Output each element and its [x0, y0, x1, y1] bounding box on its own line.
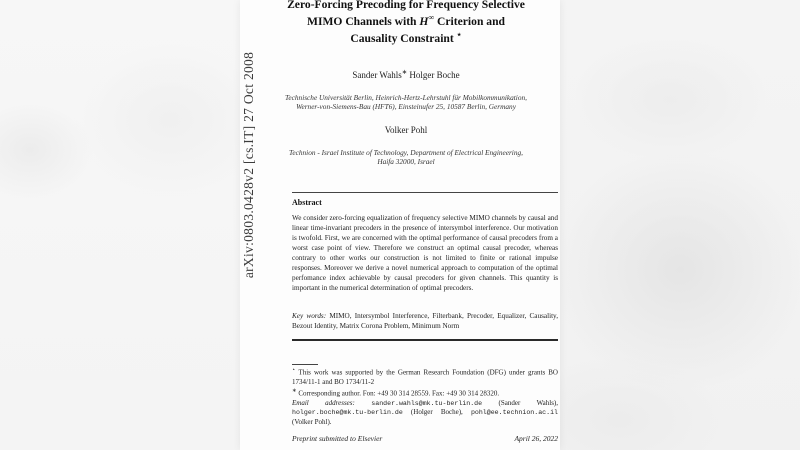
footnote-star-mark: ⋆ [292, 367, 296, 373]
affiliation-tu-berlin [256, 93, 556, 111]
affiliation-technion-line-1: Technion - Israel Institute of Technology, Department of Electrical Engineering, [289, 148, 523, 157]
title-line-3: Causality Constraint [350, 31, 457, 45]
background-blur-right [560, 0, 800, 450]
email-pohl-owner: (Volker Pohl). [292, 417, 332, 426]
author-name-wahls: Sander Wahls [352, 70, 402, 80]
pdf-page [240, 0, 560, 450]
email-wahls-owner: (Sander Wahls), [482, 398, 558, 407]
title-footnote-star: ⋆ [456, 29, 462, 39]
footnote-funding [292, 366, 558, 387]
keywords-label: Key words: [292, 312, 327, 320]
keywords-block [292, 311, 558, 331]
footnotes-block [292, 366, 558, 427]
email-wahls: sander.wahls@mk.tu-berlin.de [371, 399, 483, 407]
page-footer [292, 434, 558, 443]
background-blur-left [0, 0, 240, 450]
author-line-2 [256, 125, 556, 135]
abstract-text: We consider zero-forcing equalization of frequency selective MIMO channels by causal and linear time-invariant precoders in the presence of intersymbol interference. Our motivation is twofold. First, we are concerned with the optimal performance of causal precoders from a worst case point of view. Therefore we construct an optimal causal precoder, whereas contrary to other works our construction is not limited to finite or rational impulse responses. Moreover we derive a novel numerical approach to computation of the optimal perfomance index achievable by causal precoders for given channels. This quantity is important in the numerical determination of optimal precoders. [292, 214, 558, 292]
email-addresses-label: Email addresses: [292, 398, 372, 407]
math-h-symbol: H [419, 14, 429, 28]
author-line-1 [256, 68, 556, 80]
arxiv-stamp: arXiv:0803.0428v2 [cs.IT] 27 Oct 2008 [241, 51, 256, 279]
email-boche: holger.boche@mk.tu-berlin.de [292, 409, 403, 417]
footnote-emails [292, 399, 558, 427]
author-name-pohl: Volker Pohl [384, 125, 428, 135]
paper-title [256, 0, 556, 45]
email-boche-owner: (Holger Boche), [402, 408, 471, 417]
abstract-bottom-rule [292, 339, 558, 341]
affiliation-technion-line-2: Haifa 32000, Israel [377, 157, 435, 167]
footer-date: April 26, 2022 [514, 434, 558, 443]
title-line-2-post: Criterion and [434, 14, 505, 28]
title-line-1: Zero-Forcing Precoding for Frequency Selective [287, 0, 525, 11]
corresponding-author-mark: ∗ [401, 69, 408, 76]
abstract-top-rule [292, 192, 558, 193]
footnote-funding-text: This work was supported by the German Research Foundation (DFG) under grants BO 1734/11-1 and BO 1734/11-2 [292, 368, 558, 386]
footnote-asterisk-mark: ∗ [292, 388, 297, 395]
affiliation-tu-berlin-line-2: Werner-von-Siemens-Bau (HFT6), Einsteinufer 25, 10587 Berlin, Germany [296, 102, 516, 112]
author-name-boche: Holger Boche [407, 70, 460, 80]
affiliation-technion [256, 148, 556, 166]
footer-preprint-note: Preprint submitted to Elsevier [292, 434, 383, 443]
footnote-corresponding-text: Corresponding author. Fon: +49 30 314 28559. Fax: +49 30 314 28320. [296, 389, 500, 398]
footnote-corresponding [292, 387, 558, 399]
email-pohl: pohl@ee.technion.ac.il [470, 409, 558, 417]
math-infinity-superscript: ∞ [428, 12, 435, 22]
keywords-list: MIMO, Intersymbol Interference, Filterbank, Precoder, Equalizer, Causality, Bezout Identity, Matrix Corona Problem, Minimum Norm [292, 312, 558, 330]
footnote-separator-rule [292, 364, 318, 365]
abstract-heading: Abstract [292, 198, 322, 207]
title-line-2-pre: MIMO Channels with [307, 14, 420, 28]
affiliation-tu-berlin-line-1: Technische Universität Berlin, Heinrich-Hertz-Lehrstuhl für Mobilkommunikation, [285, 93, 527, 102]
